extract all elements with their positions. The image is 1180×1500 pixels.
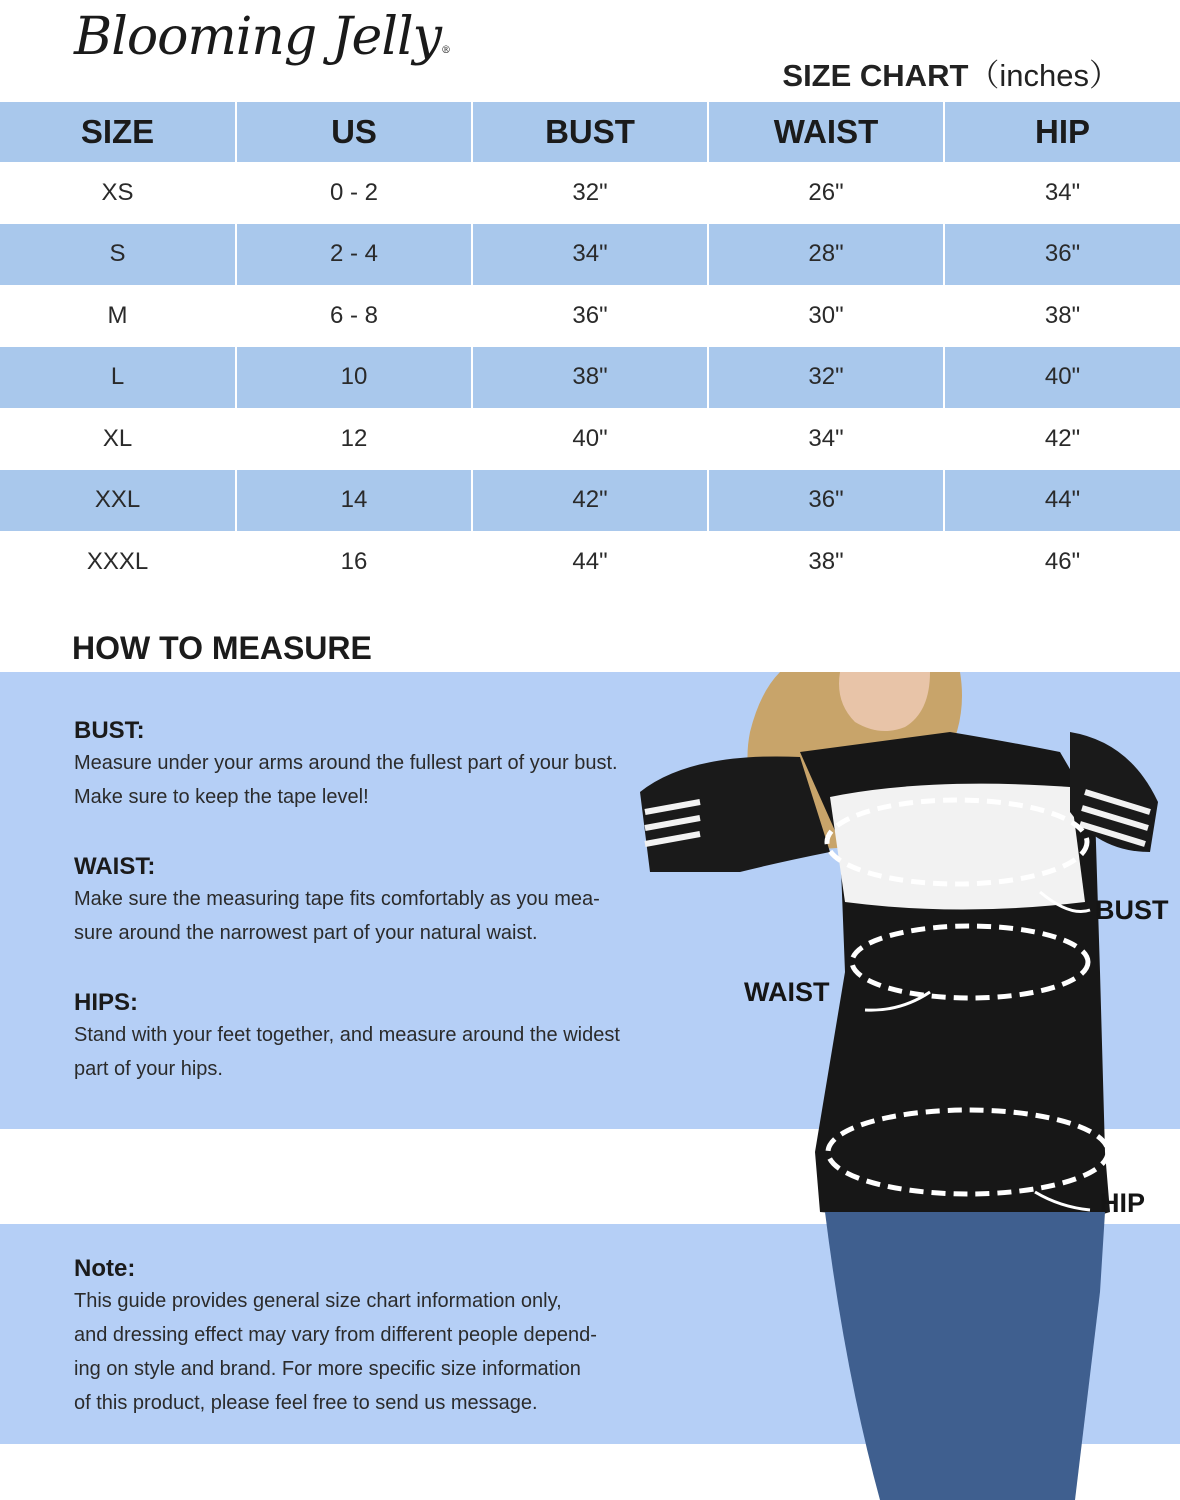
bust-text-line-2: Make sure to keep the tape level! — [74, 786, 369, 808]
cell-hip: 34" — [944, 162, 1180, 224]
hips-instructions — [74, 988, 674, 1086]
jeans-shape — [825, 1212, 1105, 1500]
cell-waist: 36" — [708, 470, 944, 532]
cell-bust: 32" — [472, 162, 708, 224]
cell-hip: 38" — [944, 285, 1180, 347]
cell-us: 14 — [236, 470, 472, 532]
note-heading: Note: — [74, 1255, 136, 1282]
waist-instructions — [74, 852, 674, 950]
cell-bust: 42" — [472, 470, 708, 532]
hip-label: HIP — [1100, 1188, 1146, 1218]
registered-mark: ® — [440, 45, 450, 56]
brand-logo — [74, 2, 450, 72]
left-sleeve — [640, 756, 830, 872]
header-size: SIZE — [0, 102, 236, 162]
cell-hip: 36" — [944, 224, 1180, 286]
table-row — [0, 162, 1180, 224]
cell-bust: 34" — [472, 224, 708, 286]
size-chart-unit: （inches） — [968, 58, 1120, 93]
header-waist: WAIST — [708, 102, 944, 162]
note-line-4: of this product, please feel free to send us message. — [74, 1392, 538, 1414]
header-us: US — [236, 102, 472, 162]
bust-instructions — [74, 716, 674, 814]
table-row — [0, 531, 1180, 593]
bust-label: BUST — [1095, 895, 1169, 925]
cell-hip: 42" — [944, 408, 1180, 470]
cell-size: XS — [101, 178, 134, 206]
header-hip: HIP — [944, 102, 1180, 162]
bust-heading: BUST: — [74, 717, 145, 744]
header-bust: BUST — [472, 102, 708, 162]
note-line-1: This guide provides general size chart information only, — [74, 1290, 562, 1312]
note-section — [74, 1254, 674, 1420]
note-line-2: and dressing effect may vary from different people depend- — [74, 1324, 597, 1346]
hips-text-line-1: Stand with your feet together, and measure around the widest — [74, 1024, 620, 1046]
waist-text-line-2: sure around the narrowest part of your natural waist. — [74, 922, 538, 944]
cell-us: 10 — [236, 347, 472, 409]
table-row — [0, 285, 1180, 347]
cell-hip: 44" — [944, 470, 1180, 532]
cell-hip: 40" — [944, 347, 1180, 409]
size-chart-title — [782, 56, 1120, 96]
model-illustration — [630, 672, 1180, 1500]
model-measurement-figure — [630, 672, 1180, 1500]
table-row — [0, 224, 1180, 286]
how-to-measure-title: HOW TO MEASURE — [72, 630, 372, 666]
bust-text-line-1: Measure under your arms around the fullest part of your bust. — [74, 752, 618, 774]
sweater-white-band — [830, 784, 1085, 910]
hips-heading: HIPS: — [74, 989, 139, 1016]
cell-waist: 32" — [708, 347, 944, 409]
cell-us: 12 — [236, 408, 472, 470]
cell-waist: 34" — [708, 408, 944, 470]
size-table — [0, 102, 1180, 593]
cell-waist: 30" — [708, 285, 944, 347]
cell-waist: 26" — [708, 162, 944, 224]
cell-waist: 28" — [708, 224, 944, 286]
note-line-3: ing on style and brand. For more specific size information — [74, 1358, 581, 1380]
cell-bust: 44" — [472, 531, 708, 593]
cell-size: XXXL — [86, 547, 149, 575]
cell-us: 16 — [236, 531, 472, 593]
cell-size: M — [107, 301, 128, 329]
cell-us: 6 - 8 — [236, 285, 472, 347]
table-row — [0, 470, 1180, 532]
cell-us: 2 - 4 — [236, 224, 472, 286]
waist-text-line-1: Make sure the measuring tape fits comfortably as you mea- — [74, 888, 600, 910]
cell-bust: 36" — [472, 285, 708, 347]
cell-waist: 38" — [708, 531, 944, 593]
cell-hip: 46" — [944, 531, 1180, 593]
cell-size: XXL — [0, 470, 236, 532]
brand-name: Blooming Jelly — [74, 7, 441, 67]
cell-size: L — [0, 347, 236, 409]
cell-bust: 40" — [472, 408, 708, 470]
hips-text-line-2: part of your hips. — [74, 1058, 223, 1080]
cell-size: XL — [102, 424, 133, 452]
table-row — [0, 408, 1180, 470]
waist-heading: WAIST: — [74, 853, 156, 880]
size-table-header — [0, 102, 1180, 162]
cell-size: S — [0, 224, 236, 286]
cell-bust: 38" — [472, 347, 708, 409]
size-chart-title-main: SIZE CHART — [782, 58, 969, 93]
table-row — [0, 347, 1180, 409]
waist-label: WAIST — [744, 977, 830, 1007]
cell-us: 0 - 2 — [236, 162, 472, 224]
